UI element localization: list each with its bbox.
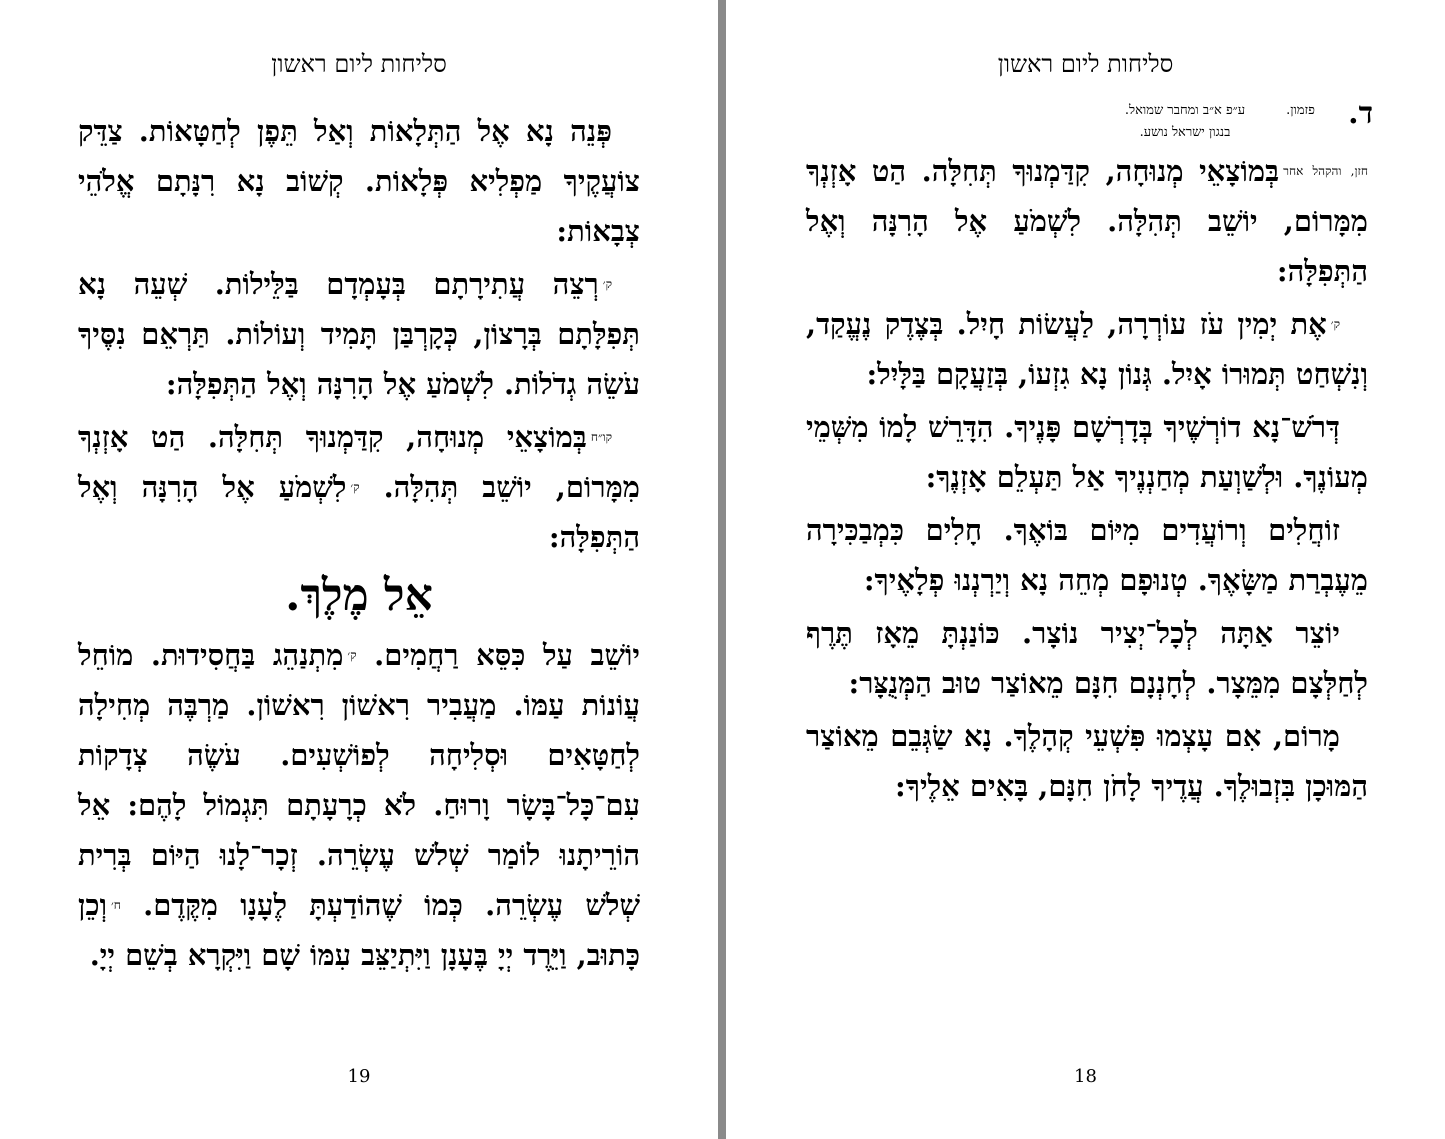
stanza-text: מָרוֹם, אִם עָצְמוּ פִּשְׁעֵי קְהָלֶךָ. נָא שַׂגְּבֵם מֵאוֹצַר הַמּוּכָן בִּזְבוּלֶךָ. עֲדֶיךָ לָחֹן חִנָּם, בָּאִים אֵלֶיךָ: [806,719,1368,803]
pizmon-letter: ד. [1348,96,1373,131]
pizmon-header [726,96,1445,146]
pizmon-label: פזמון. [1286,103,1315,118]
body-text [78,106,640,983]
stanza-text: בְּמוֹצָאֵי מְנוּחָה, קִדַּמְנוּךָ תְּחִלָּה. הַט אָזְנְךָ מִמָּרוֹם, יוֹשֵׁב תְּהִלָּה. לִשְׁמֹעַ אֶל הָרִנָּה וְאֶל הַתְּפִלָּה: [806,154,1368,288]
running-head: סליחות ליום ראשון [271,50,447,78]
page-number: 19 [347,1066,371,1087]
cue-mark: ק׳ [350,480,360,494]
cue-mark: ק׳ [602,277,612,291]
page-19 [0,0,718,1139]
stanza [806,505,1368,605]
stanza [78,412,640,562]
section-title: אֵל מֶלֶךְ. [285,570,433,621]
stanza-text: רְצֵה עֲתִירָתָם בְּעָמְדָם בַּלֵּילוֹת. שְׁעֵה נָא תְּפִלָּתָם בְּרָצוֹן, כְּקָרְבַּן תָּמִיד וְעוֹלוֹת. תַּרְאֵם נִסֶּיךָ עֹשֵׂה גְדֹלוֹת. לִשְׁמֹעַ אֶל הָרִנָּה וְאֶל הַתְּפִלָּה: [78,267,640,401]
stanza-text: לִשְׁמֹעַ אֶל הָרִנָּה וְאֶל הַתְּפִלָּה: [78,470,640,554]
stanza-text: אֶת יְמִין עֹז עוֹרְרָה, לַעֲשׂוֹת חָיִל. בְּצֶדֶק נֶעֱקַד, וְנִשְׁחַט תְּמוּרוֹ אָיִל. גְּנוֹן נָא גִזְעוֹ, בְּזַעֲקָם בַּלָּיִל: [806,307,1368,391]
pizmon-note: ע״פ א״ב ומחבר שמואל. [1124,103,1246,118]
stanza-text: בְּמוֹצָאֵי מְנוּחָה, קִדַּמְנוּךָ תְּחִלָּה. הַט אָזְנְךָ מִמָּרוֹם, יוֹשֵׁב תְּהִלָּה. [78,420,640,504]
cue-mark: ק׳ [347,648,357,662]
stanza [78,106,640,256]
stanza [806,608,1368,708]
running-head: סליחות ליום ראשון [997,50,1174,78]
stanza-text: יוֹצֵר אַתָּה לְכָל־יְצִיר נוֹצָר. כּוֹנַנְתָּ מֵאָז תֶּרֶף לְחַלְּצָם מִמֵּצָר. לְחָנְנָם חִנָּם מֵאוֹצַר טוּב הַמְּנֻצָּר: [806,616,1368,700]
stanza-text: פְּנֵה נָא אֶל הַתְּלָאוֹת וְאַל תֵּפֶן לְחַטָּאוֹת. צַדֵּק צוֹעֲקֶיךָ מַפְלִיא פְּלָאוֹת. קְשׁוֹב נָא רִנָּתָם אֱלֹהֵי צְבָאוֹת: [78,114,640,248]
body-text [806,146,1368,814]
cue-mark: קו״ח [590,430,612,444]
cue-mark: חזן, והקהל אחר [1283,164,1368,178]
closing-text-c: וְכֵן כָּתוּב, וַיֵּרֶד יְיָ בֶּעָנָן וַיִּתְיַצֵּב עִמּוֹ שָׁם וַיִּקְרָא בְשֵׁם יְיָ. [78,888,640,972]
page-18 [726,0,1445,1139]
page-number: 18 [1074,1066,1097,1087]
stanza [806,146,1368,296]
pizmon-note: בנגון ישראל נושע. [1139,125,1231,140]
stanza [78,259,640,409]
stanza [806,402,1368,502]
stanza-text: דְּרֹשׁ־נָא דוֹרְשֶׁיךָ בְּדָרְשָׁם פָּנֶיךָ. הִדָּרֵשׁ לָמוֹ מִשְּׁמֵי מְעוֹנֶךָ. וּלְשַׁוְעַת מְחַנְנֶיךָ אַל תַּעְלֵם אָזְנֶךָ: [806,410,1368,494]
stanza [806,711,1368,811]
closing-text-a: יוֹשֵׁב עַל כִּסֵּא רַחֲמִים. [374,638,640,672]
pizmon-notes [1085,100,1285,144]
stanza [806,299,1368,399]
cue-mark: ק׳ [1330,317,1340,331]
cue-mark: ח׳ [111,898,121,912]
closing-text-b: מִתְנַהֵג בַּחֲסִידוּת. מוֹחֵל עֲוֹנוֹת עַמּוֹ. מַעֲבִיר רִאשׁוֹן רִאשׁוֹן. מַרְבֶּה מְחִילָה לְחַטָּאִים וּסְלִיחָה לְפוֹשְׁעִים. עֹשֶׂה צְדָקוֹת עִם־כָּל־בָּשָׂר וָרוּחַ. לֹא כְרָעָתָם תִּגְמוֹל לָהֶם: אֵל הוֹרֵיתָנוּ לוֹמַר שְׁלשׁ עֶשְׂרֵה. זְכָר־לָנוּ הַיּוֹם בְּרִית שְׁלשׁ עֶשְׂרֵה. כְּמוֹ שֶׁהוֹדַעְתָּ לֶעָנָו מִקֶּדֶם. [78,638,640,922]
closing-paragraph [78,630,640,980]
stanza-text: זוֹחֲלִים וְרוֹעֲדִים מִיּוֹם בּוֹאֶךָ. חָלִים כִּמְבַכִּירָה מֵעֶבְרַת מַשָּׂאֶךָ. טְנוּפָם מְחֵה נָא וְיַרְנְנוּ פְלָאֶיךָ: [806,513,1368,597]
